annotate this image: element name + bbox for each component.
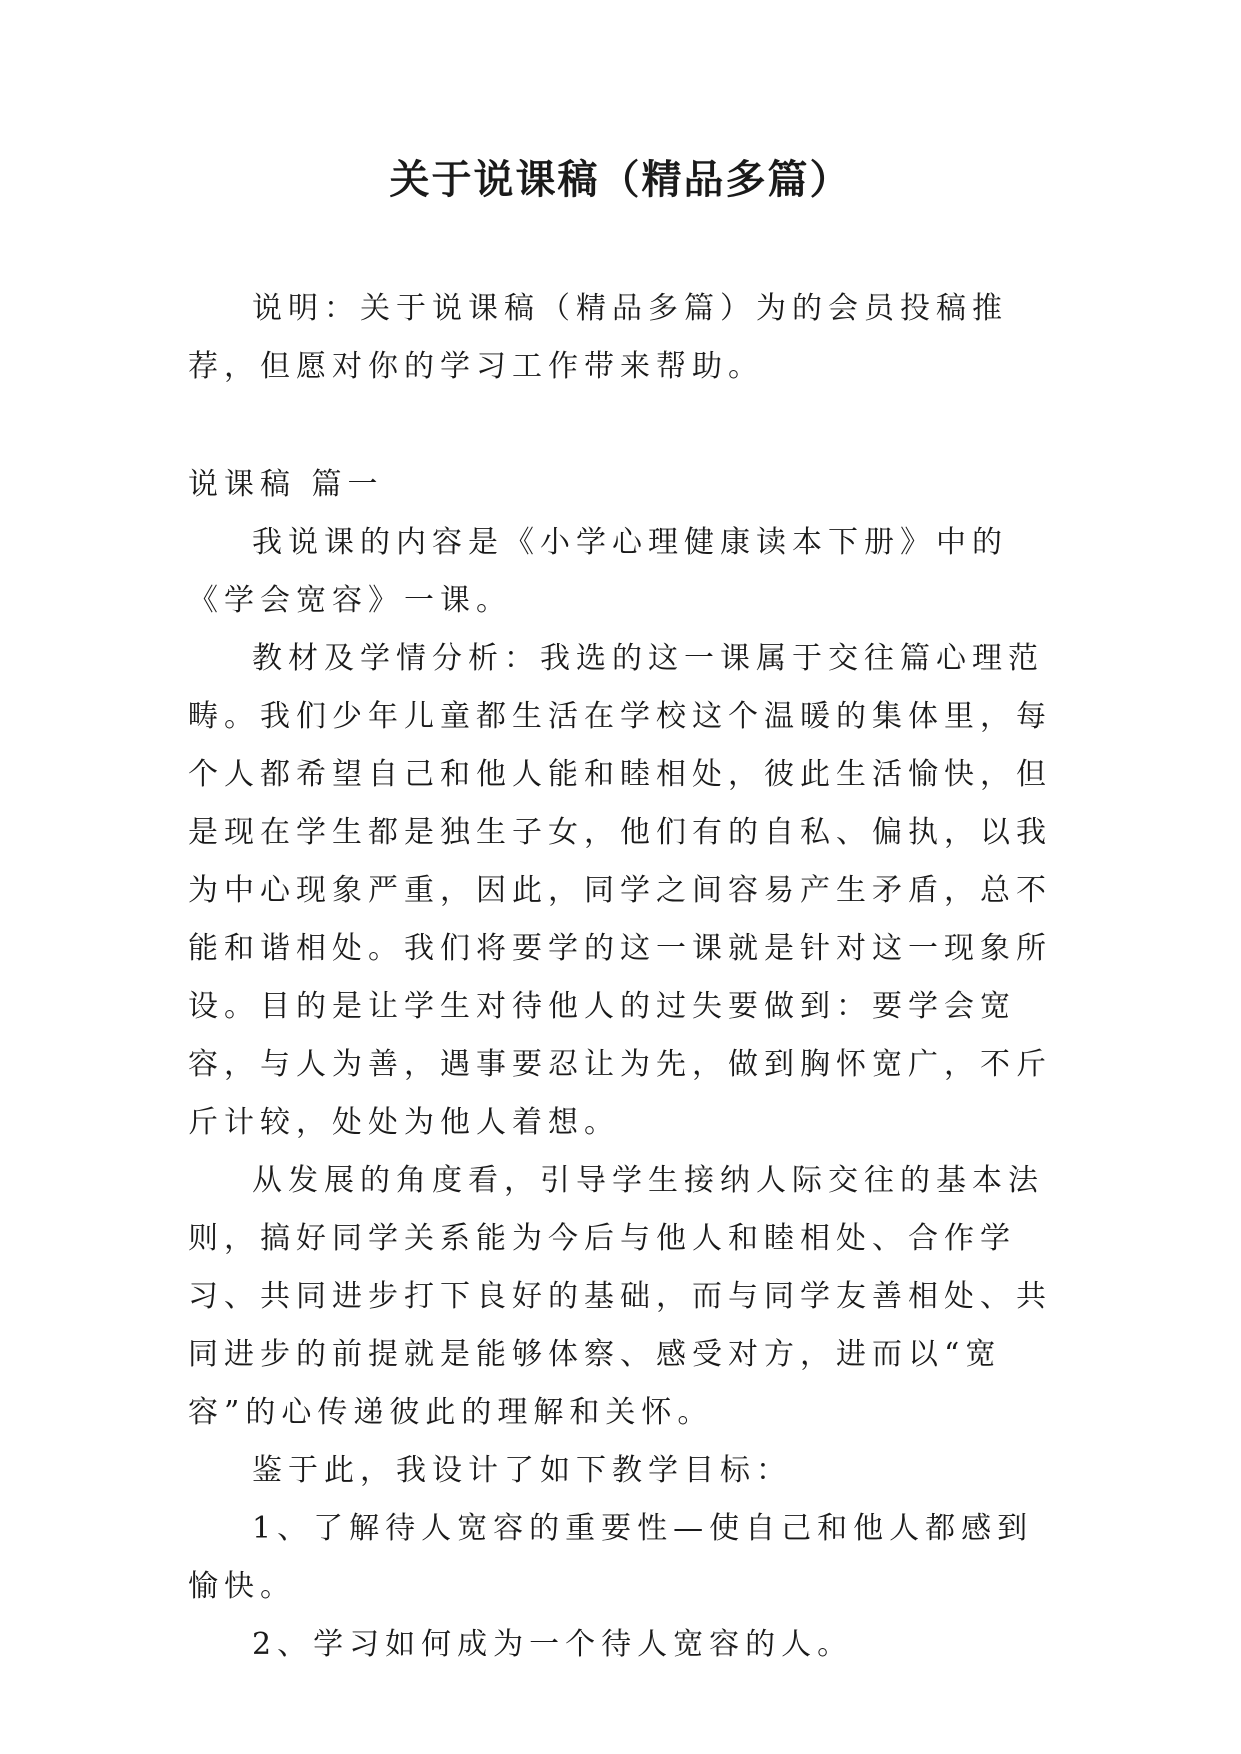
body-paragraph: 鉴于此，我设计了如下教学目标：	[252, 1453, 792, 1488]
body-paragraph: 教材及学情分析：我选的这一课属于交往篇心理范畴。我们少年儿童都生活在学校这个温暖的集体里，每个人都希望自己和他人能和睦相处，彼此生活愉快，但是现在学生都是独生子女，他们有的自私、偏执，以我为中心现象严重，因此，同学之间容易产生矛盾，总不能和谐相处。我们将要学的这一课就是针对这一现象所设。目的是让学生对待他人的过失要做到：要学会宽容，与人为善，遇事要忍让为先，做到胸怀宽广，不斤斤计较，处处为他人着想。	[188, 641, 1052, 1140]
section-spacer	[188, 396, 1056, 456]
body-paragraph: 从发展的角度看，引导学生接纳人际交往的基本法则，搞好同学关系能为今后与他人和睦相处、合作学习、共同进步打下良好的基础，而与同学友善相处、共同进步的前提就是能够体察、感受对方，进而以“宽容”的心传递彼此的理解和关怀。	[188, 1163, 1052, 1430]
intro-paragraph: 说明：关于说课稿（精品多篇）为的会员投稿推荐，但愿对你的学习工作带来帮助。	[188, 291, 1008, 384]
list-item: 2、学习如何成为一个待人宽容的人。	[252, 1627, 854, 1662]
body-paragraph: 我说课的内容是《小学心理健康读本下册》中的《学会宽容》一课。	[188, 525, 1008, 618]
list-item: 1、了解待人宽容的重要性—使自己和他人都感到愉快。	[188, 1511, 1034, 1604]
document-body	[188, 280, 1056, 1674]
document-title: 关于说课稿（精品多篇）	[389, 156, 852, 203]
section-heading: 说课稿 篇一	[188, 467, 384, 502]
